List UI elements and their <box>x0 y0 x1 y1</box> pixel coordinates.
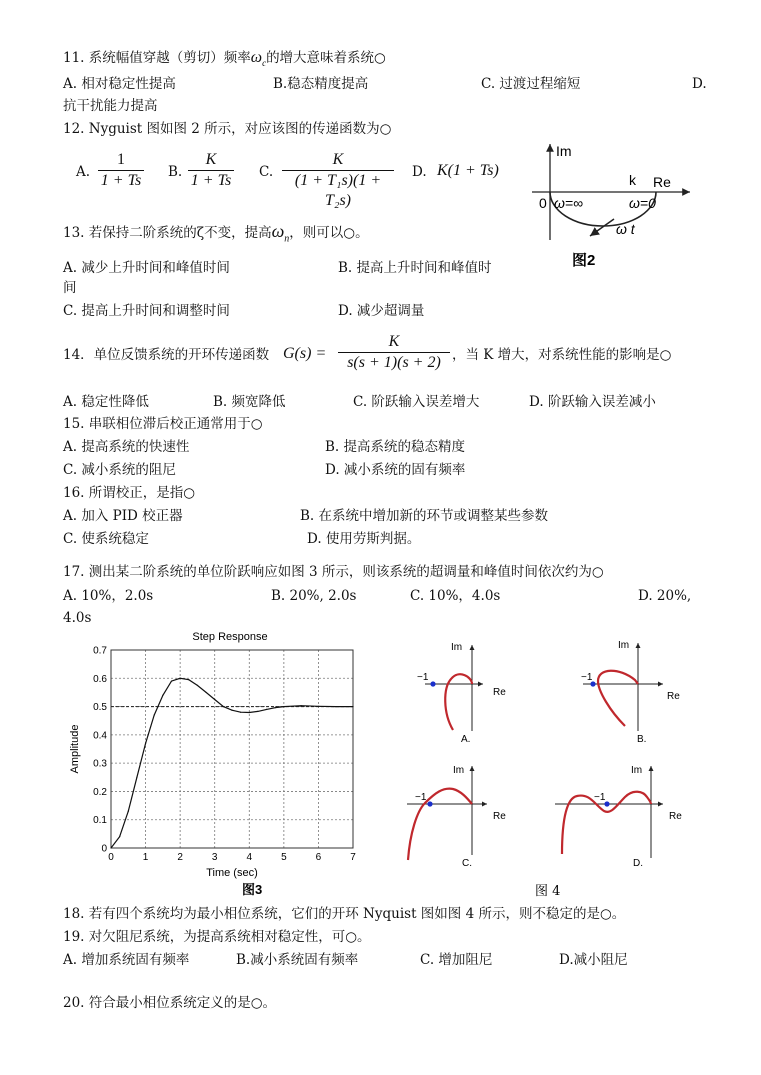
chart-y-tick-label: 0.3 <box>93 758 107 770</box>
q17-option-c: C. 10%，4.0s <box>410 588 501 604</box>
q14-stem-end: ，当 K 增大，对系统性能的影响是○ <box>452 347 672 363</box>
chart-data-point <box>205 692 206 693</box>
figure-3-step-response-chart <box>62 628 362 896</box>
q12-option-c-fraction <box>282 150 394 211</box>
fig2-zero-label: 0 <box>539 195 547 211</box>
fraction-numerator: 1 <box>117 151 125 168</box>
figure-2-nyquist <box>520 140 700 275</box>
chart-x-tick-label: 4 <box>246 852 253 863</box>
q14-stem: 14．单位反馈系统的开环传递函数 <box>63 347 270 363</box>
q13-option-d: D. 减少超调量 <box>338 303 425 319</box>
chart-y-axis-label: Amplitude <box>69 724 81 774</box>
q11-option-b: B.稳态精度提高 <box>273 76 369 92</box>
fraction-denominator: (1 + T₁s)(1 + T₂s) <box>294 172 382 209</box>
q12-option-a-label: A. <box>76 164 91 180</box>
nyquist-panel-d <box>555 765 682 869</box>
figure-4-caption: 图 4 <box>535 884 561 898</box>
q14-option-d: D. 阶跃输入误差减小 <box>529 394 656 410</box>
q13-option-a: A. 减少上升时间和峰值时间 <box>63 260 230 276</box>
q20-stem: 20. 符合最小相位系统定义的是○。 <box>63 995 277 1011</box>
panel-b-minus-one-label: −1 <box>581 672 593 683</box>
figure-3-caption: 图3 <box>242 882 263 896</box>
q14-option-b: B. 频宽降低 <box>213 394 286 410</box>
panel-a-im-label: Im <box>451 642 463 653</box>
chart-data-point <box>162 695 163 696</box>
chart-data-point <box>301 705 302 706</box>
chart-data-point <box>223 706 224 707</box>
chart-x-tick-label: 2 <box>177 852 183 863</box>
panel-d-label: D. <box>633 858 643 869</box>
chart-data-point <box>110 847 111 848</box>
q19-option-d: D.减小阻尼 <box>559 952 628 968</box>
q13-option-b-wrap: 间 <box>63 280 77 296</box>
panel-b-re-label: Re <box>667 691 680 702</box>
nyquist-panel-c <box>407 765 506 869</box>
panel-c-minus-one-label: −1 <box>415 792 427 803</box>
chart-y-tick-label: 0.4 <box>93 730 107 742</box>
q14-option-a: A. 稳定性降低 <box>63 394 149 410</box>
panel-a-re-label: Re <box>493 687 506 698</box>
panel-a-minus-one-point <box>430 681 435 686</box>
panel-c-im-label: Im <box>453 765 465 776</box>
chart-x-tick-label: 1 <box>142 852 149 863</box>
fig2-caption: 图2 <box>572 252 596 269</box>
chart-data-point <box>275 707 276 708</box>
q14-g-of-s: G(s) = <box>283 345 327 362</box>
q16-stem: 16. 所谓校正，是指○ <box>63 485 196 501</box>
fig2-wt-label: ω t <box>616 221 635 237</box>
chart-data-point <box>266 709 267 710</box>
q16-option-c: C. 使系统稳定 <box>63 531 149 547</box>
fig2-w-zero-label: ω=0 <box>629 195 656 211</box>
q12-option-d-expr: K(1 + Ts) <box>437 162 499 179</box>
omega-c-symbol: $\omega_c$ <box>250 49 267 69</box>
nyquist-panel-a <box>417 642 506 745</box>
q16-option-a: A. 加入 PID 校正器 <box>63 508 183 524</box>
q18-stem: 18. 若有四个系统均为最小相位系统，它们的开环 Nyquist 图如图 4 所示，则不稳定的是○。 <box>63 906 626 922</box>
panel-a-minus-one-label: −1 <box>417 672 429 683</box>
chart-data-point <box>171 681 172 682</box>
chart-data-point <box>240 712 241 713</box>
q16-option-d: D. 使用劳斯判据。 <box>307 531 421 547</box>
q12-option-d-label: D. <box>412 164 427 180</box>
chart-data-point <box>249 712 250 713</box>
fig2-w-inf-label: ω=∞ <box>554 195 584 211</box>
chart-data-point <box>136 777 137 778</box>
q17-option-d-text: 4.0s <box>63 610 92 626</box>
fig2-direction-arrow <box>590 219 614 236</box>
panel-c-label: C. <box>462 858 472 869</box>
chart-data-point <box>335 706 336 707</box>
q12-option-b-label: B. <box>168 164 183 180</box>
chart-title: Step Response <box>192 631 268 643</box>
chart-data-point <box>318 706 319 707</box>
fraction-denominator: s(s + 1)(s + 2) <box>347 354 441 371</box>
chart-x-tick-label: 0 <box>108 852 114 863</box>
chart-y-tick-label: 0 <box>101 843 107 855</box>
q15-option-a: A. 提高系统的快速性 <box>63 439 190 455</box>
fraction-numerator: K <box>388 333 400 350</box>
q13-option-b: B. 提高上升时间和峰值时 <box>338 260 492 276</box>
q13-option-c: C. 提高上升时间和调整时间 <box>63 303 230 319</box>
panel-c-minus-one-point <box>427 801 432 806</box>
chart-data-point <box>352 706 353 707</box>
q16-option-b: B. 在系统中增加新的环节或调整某些参数 <box>300 508 549 524</box>
q12-option-a-fraction <box>98 150 144 191</box>
q17-option-b: B. 20%, 2.0s <box>271 588 357 604</box>
chart-x-axis-label: Time (sec) <box>206 867 258 879</box>
fig2-k-label: k <box>629 172 636 188</box>
chart-data-point <box>145 743 146 744</box>
q11-option-d-label: D. <box>692 76 707 92</box>
q19-stem: 19. 对欠阻尼系统，为提高系统相对稳定性，可○。 <box>63 929 371 945</box>
chart-x-tick-label: 7 <box>350 852 356 863</box>
q11-option-c: C. 过渡过程缩短 <box>481 76 581 92</box>
panel-d-minus-one-label: −1 <box>594 792 606 803</box>
fig2-im-label: Im <box>556 143 572 159</box>
q15-option-c: C. 减小系统的阻尼 <box>63 462 176 478</box>
q17-option-d-label: D. 20%, <box>638 588 692 604</box>
chart-data-point <box>119 836 120 837</box>
chart-data-point <box>214 699 215 700</box>
chart-x-tick-label: 3 <box>211 852 218 863</box>
chart-data-point <box>180 678 181 679</box>
q12-stem: 12. Nyguist 图如图 2 所示，对应该图的传递函数为○ <box>63 121 392 137</box>
q19-option-b: B.减小系统固有频率 <box>236 952 359 968</box>
chart-data-point <box>283 706 284 707</box>
q12-option-b-fraction <box>188 150 234 191</box>
q17-stem: 17. 测出某二阶系统的单位阶跃响应如图 3 所示，则该系统的超调量和峰值时间依次约为○ <box>63 564 604 580</box>
q15-option-d: D. 减小系统的固有频率 <box>325 462 466 478</box>
chart-x-tick-label: 6 <box>315 852 322 863</box>
fig2-re-label: Re <box>653 174 671 190</box>
panel-b-label: B. <box>637 734 647 745</box>
chart-y-tick-label: 0.1 <box>93 815 107 827</box>
figure-4-nyquist-plots <box>405 633 705 898</box>
chart-data-point <box>128 811 129 812</box>
chart-data-point <box>197 685 198 686</box>
chart-y-tick-label: 0.7 <box>93 645 107 657</box>
nyquist-panel-b <box>581 640 680 745</box>
fraction-numerator: K <box>332 151 344 168</box>
q14-transfer-fraction <box>338 332 450 373</box>
chart-data-point <box>154 714 155 715</box>
chart-y-tick-label: 0.5 <box>93 702 107 714</box>
chart-plot-frame <box>111 650 353 848</box>
q11-option-a: A. 相对稳定性提高 <box>63 76 176 92</box>
q13-stem: 13. 若保持二阶系统的ζ不变，提高$\omega_n$，则可以○。 <box>63 221 369 245</box>
q11-stem: 11. 系统幅值穿越（剪切）频率$\omega_c$的增大意味着系统○ <box>63 49 386 69</box>
q15-option-b: B. 提高系统的稳态精度 <box>325 439 466 455</box>
panel-b-nyquist-curve <box>598 671 638 726</box>
q17-option-a: A. 10%，2.0s <box>63 588 154 604</box>
fraction-numerator: K <box>205 151 217 168</box>
panel-a-label: A. <box>461 734 471 745</box>
panel-d-im-label: Im <box>631 765 643 776</box>
panel-d-re-label: Re <box>669 811 682 822</box>
chart-y-tick-label: 0.2 <box>93 786 107 798</box>
chart-data-point <box>231 710 232 711</box>
q19-option-a: A. 增加系统固有频率 <box>63 952 190 968</box>
panel-c-re-label: Re <box>493 811 506 822</box>
panel-d-nyquist-curve <box>562 792 651 854</box>
chart-y-tick-label: 0.6 <box>93 673 107 685</box>
omega-n-symbol: $\omega_n$ <box>271 221 290 245</box>
fraction-denominator: 1 + Ts <box>100 172 142 189</box>
chart-x-tick-label: 5 <box>281 852 287 863</box>
chart-data-point <box>257 711 258 712</box>
chart-data-point <box>188 679 189 680</box>
fraction-denominator: 1 + Ts <box>190 172 232 189</box>
panel-b-im-label: Im <box>618 640 630 651</box>
q11-option-d-text: 抗干扰能力提高 <box>63 98 158 114</box>
q12-option-c-label: C. <box>259 164 274 180</box>
q19-option-c: C. 增加阻尼 <box>420 952 493 968</box>
q14-option-c: C. 阶跃输入误差增大 <box>353 394 480 410</box>
q15-stem: 15. 串联相位滞后校正通常用于○ <box>63 416 263 432</box>
panel-a-nyquist-curve <box>445 674 472 730</box>
